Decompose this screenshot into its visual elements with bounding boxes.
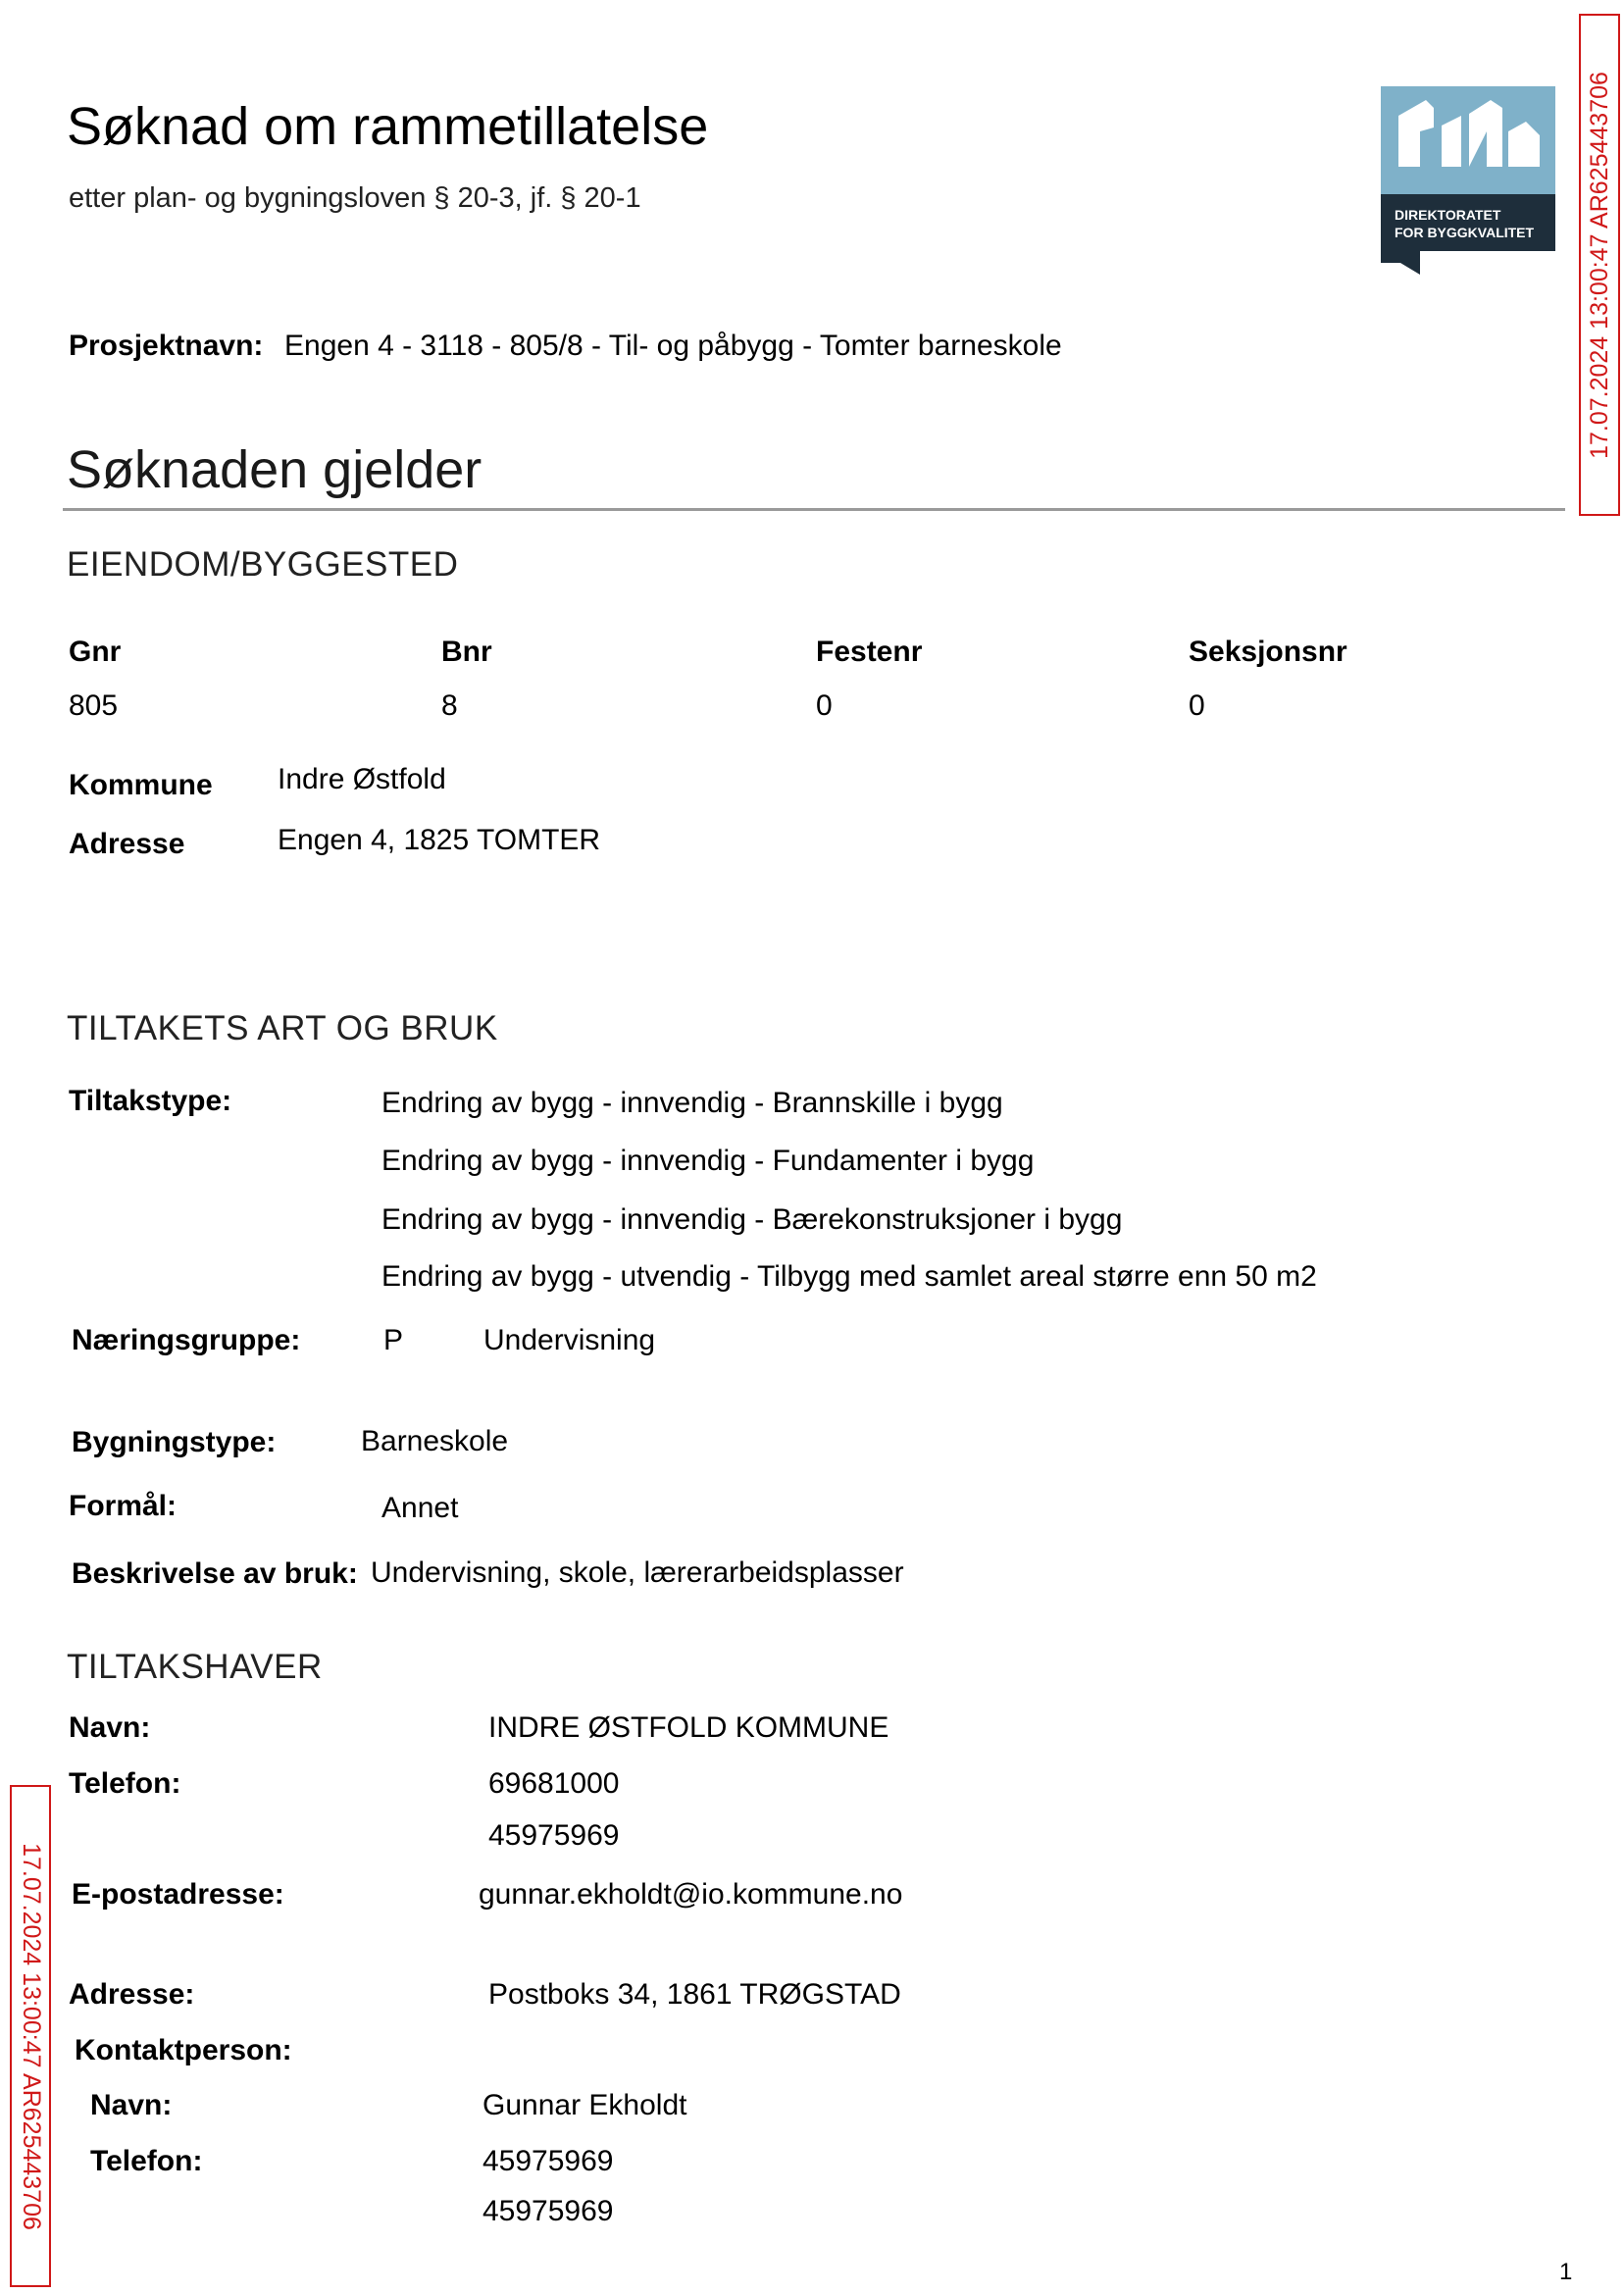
formaal-value: Annet: [381, 1492, 459, 1524]
section-divider: [63, 508, 1565, 511]
tiltakstype-item: Endring av bygg - innvendig - Fundamenter i bygg: [381, 1145, 1035, 1177]
festenr-label: Festenr: [816, 636, 923, 668]
tiltakshaver-address-value: Postboks 34, 1861 TRØGSTAD: [488, 1978, 901, 2011]
property-address-value: Engen 4, 1825 TOMTER: [278, 824, 601, 856]
contact-person-label: Kontaktperson:: [75, 2034, 292, 2066]
bruk-value: Undervisning, skole, lærerarbeidsplasser: [371, 1556, 904, 1589]
bnr-label: Bnr: [441, 636, 492, 668]
tiltakshaver-email-label: E-postadresse:: [72, 1878, 284, 1911]
document-title: Søknad om rammetillatelse: [67, 97, 709, 156]
contact-phone-value: 45975969: [482, 2145, 614, 2177]
logo-text-line1: DIREKTORATET: [1395, 207, 1501, 223]
tiltakstype-label: Tiltakstype:: [69, 1085, 232, 1117]
naeringsgruppe-code: P: [383, 1324, 404, 1356]
contact-phone-label: Telefon:: [90, 2145, 203, 2177]
bygningstype-label: Bygningstype:: [72, 1426, 277, 1458]
archive-stamp-left: [10, 1785, 51, 2287]
page-number: 1: [1559, 2259, 1573, 2285]
project-name-value: Engen 4 - 3118 - 805/8 - Til- og påbygg - Tomter barneskole: [284, 330, 1062, 362]
tiltakshaver-phone-label: Telefon:: [69, 1767, 181, 1800]
property-address-label: Adresse: [69, 828, 185, 860]
tiltakshaver-heading: TILTAKSHAVER: [67, 1648, 323, 1686]
property-heading: EIENDOM/BYGGESTED: [67, 545, 459, 584]
archive-stamp-right-text: 17.07.2024 13:00:47 AR625443706: [1585, 71, 1613, 459]
naeringsgruppe-value: Undervisning: [483, 1324, 656, 1356]
kommune-value: Indre Østfold: [278, 763, 446, 795]
seksjonsnr-label: Seksjonsnr: [1189, 636, 1347, 668]
section-title: Søknaden gjelder: [67, 440, 482, 499]
logo-text-line2: FOR BYGGKVALITET: [1395, 225, 1535, 240]
tiltakshaver-email-value: gunnar.ekholdt@io.kommune.no: [479, 1878, 903, 1911]
tiltakshaver-phone-value: 69681000: [488, 1767, 620, 1800]
tiltakshaver-phone-value: 45975969: [488, 1819, 620, 1852]
project-name-label: Prosjektnavn:: [69, 330, 264, 362]
dibk-logo: [1381, 86, 1555, 275]
gnr-value: 805: [69, 689, 119, 722]
formaal-label: Formål:: [69, 1490, 178, 1522]
seksjonsnr-value: 0: [1189, 689, 1205, 722]
gnr-label: Gnr: [69, 636, 122, 668]
bruk-label: Beskrivelse av bruk:: [72, 1557, 358, 1590]
festenr-value: 0: [816, 689, 833, 722]
contact-phone-value: 45975969: [482, 2195, 614, 2227]
tiltakstype-item: Endring av bygg - innvendig - Bærekonstruksjoner i bygg: [381, 1203, 1123, 1236]
tiltak-heading: TILTAKETS ART OG BRUK: [67, 1009, 498, 1047]
tiltakshaver-name-label: Navn:: [69, 1711, 151, 1744]
archive-stamp-right: [1579, 14, 1620, 516]
contact-name-label: Navn:: [90, 2089, 173, 2121]
bygningstype-value: Barneskole: [361, 1425, 509, 1457]
kommune-label: Kommune: [69, 769, 213, 801]
bnr-value: 8: [441, 689, 458, 722]
naeringsgruppe-label: Næringsgruppe:: [72, 1324, 301, 1356]
tiltakstype-item: Endring av bygg - innvendig - Brannskille i bygg: [381, 1087, 1003, 1119]
contact-name-value: Gunnar Ekholdt: [482, 2089, 687, 2121]
archive-stamp-left-text: 17.07.2024 13:00:47 AR625443706: [17, 1842, 45, 2230]
document-subtitle: etter plan- og bygningsloven § 20-3, jf. § 20-1: [69, 182, 641, 214]
tiltakshaver-address-label: Adresse:: [69, 1978, 195, 2011]
dibk-logo-icon: [1381, 86, 1555, 275]
tiltakstype-item: Endring av bygg - utvendig - Tilbygg med samlet areal større enn 50 m2: [381, 1260, 1317, 1293]
tiltakshaver-name-value: INDRE ØSTFOLD KOMMUNE: [488, 1711, 889, 1744]
